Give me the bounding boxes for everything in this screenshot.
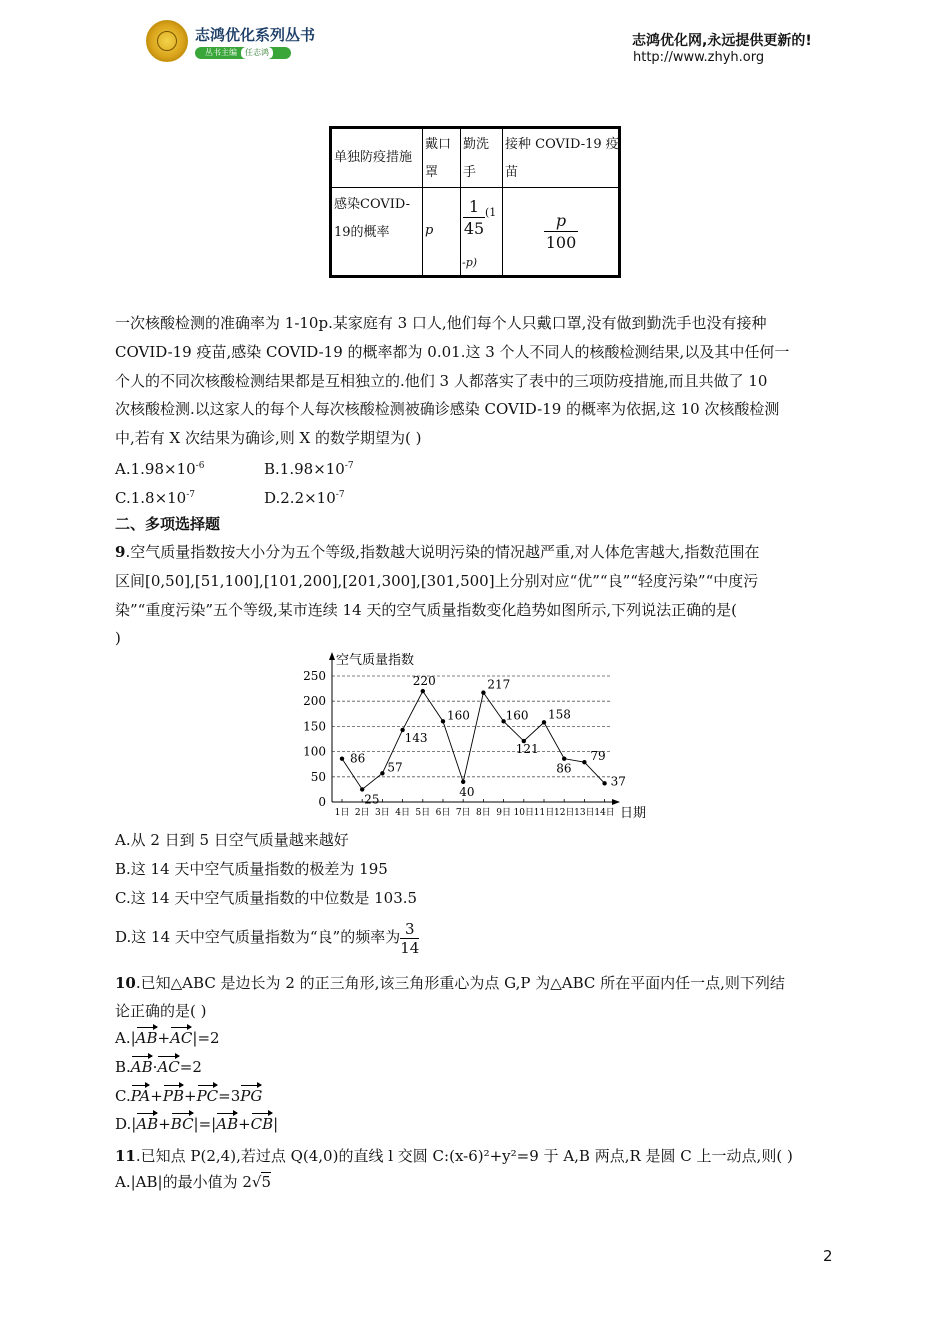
q9-option-c[interactable]: C.这 14 天中空气质量指数的中位数是 103.5 <box>115 889 418 907</box>
q10-option-a[interactable]: A.|AB+AC|=2 <box>115 1024 220 1048</box>
table-cell-mask-prob: p <box>425 223 434 238</box>
x-tick-label: 13日 <box>574 808 595 818</box>
data-point <box>582 760 586 764</box>
editor-name: 任志鸿 <box>241 47 273 59</box>
data-point <box>380 771 384 775</box>
data-point <box>562 756 566 760</box>
x-tick-label: 8日 <box>476 808 491 818</box>
table-cell-handwash-tail2: -p) <box>462 256 478 269</box>
y-tick-label: 250 <box>303 669 326 683</box>
sqrt-symbol: √ <box>251 1173 262 1191</box>
prevention-table <box>329 126 621 278</box>
x-axis-arrow <box>612 799 620 805</box>
y-tick-label: 50 <box>310 769 326 784</box>
x-tick-label: 14日 <box>594 808 615 818</box>
q10-line2: 论正确的是( ) <box>115 1002 207 1020</box>
y-tick-label: 150 <box>303 719 326 734</box>
fraction-denominator: 45 <box>463 219 485 238</box>
q9-line3: 染”“重度污染”五个等级,某市连续 14 天的空气质量指数变化趋势如图所示,下列说法正确的是( <box>115 601 738 619</box>
table-cell-handwash-tail1: (1 <box>485 206 497 219</box>
x-tick-label: 9日 <box>496 808 511 818</box>
x-tick-label: 2日 <box>354 808 370 818</box>
editor-label: 丛书主编 <box>205 48 237 57</box>
q8-option-b[interactable]: $B.1.98\times 10^{-7}$ <box>264 460 354 478</box>
data-label: 160 <box>447 708 470 723</box>
fraction-denominator: 100 <box>545 233 577 252</box>
fraction-numerator: p <box>555 211 567 230</box>
q9-line1: 9.空气质量指数按大小分为五个等级,指数越大说明污染的情况越严重,对人体危害越大,指数范围在 <box>115 543 760 561</box>
data-point <box>481 690 485 694</box>
q8-option-d[interactable]: $D.2.2\times 10^{-7}$ <box>264 489 345 507</box>
q10-option-b[interactable]: B.AB·AC=2 <box>115 1053 202 1077</box>
q8-line5: 中,若有 X 次结果为确诊,则 X 的数学期望为( ) <box>115 429 422 447</box>
data-point <box>602 781 606 785</box>
q11-line1: 11.已知点 P(2,4),若过点 Q(4,0)的直线 l 交圆 C:(x-6)²+y²=9 于 A,B 两点,R 是圆 C 上一动点,则( ) <box>115 1147 793 1165</box>
x-tick-label: 5日 <box>415 808 431 818</box>
q8-option-a[interactable]: $A.1.98\times 10^{-6}$ <box>115 460 205 478</box>
q8-option-c[interactable]: $C.1.8\times 10^{-7}$ <box>115 489 196 507</box>
data-point <box>340 756 344 760</box>
q10-line1: 10.已知△ABC 是边长为 2 的正三角形,该三角形重心为点 G,P 为△ABC 所在平面内任一点,则下列结 <box>115 974 785 992</box>
x-tick-label: 3日 <box>375 808 390 818</box>
q11-option-a[interactable]: A.|AB|的最小值为 2√5 <box>115 1173 271 1191</box>
table-header-vaccine: 接种 COVID-19 疫苗 <box>505 137 619 180</box>
data-point <box>461 780 465 784</box>
x-tick-label: 7日 <box>455 808 471 818</box>
y-tick-label: 0 <box>318 795 326 809</box>
x-tick-label: 12日 <box>553 808 575 818</box>
data-point <box>421 689 425 693</box>
table-cell-vaccine-fraction <box>544 211 578 252</box>
q8-line2: COVID-19 疫苗,感染 COVID-19 的概率都为 0.01.这 3 个人不同人的核酸检测结果,以及其中任何一 <box>115 343 790 361</box>
y-axis-arrow <box>329 652 335 660</box>
q8-line1: 一次核酸检测的准确率为 1-10p.某家庭有 3 口人,他们每个人只戴口罩,没有做到勤洗手也没有接种 <box>115 314 767 332</box>
header-slogan: 志鸿优化网,永远提供更新的! <box>632 33 812 49</box>
publisher-logo <box>146 20 188 62</box>
data-point <box>360 787 364 791</box>
data-label: 40 <box>459 784 475 799</box>
y-tick-label: 200 <box>303 694 326 709</box>
section-heading-multiple-choice: 二、多项选择题 <box>115 515 221 533</box>
series-title: 志鸿优化系列丛书 <box>195 26 316 44</box>
data-label: 86 <box>350 751 366 766</box>
table-cell-handwash-fraction <box>463 197 485 238</box>
x-tick-label: 4日 <box>395 808 410 818</box>
data-label: 158 <box>548 707 571 722</box>
q8-line4: 次核酸检测.以这家人的每个人每次核酸检测被确诊感染 COVID-19 的概率为依据,这 10 次核酸检测 <box>115 400 780 418</box>
option-d-fraction: $\frac{3}{14}$ <box>400 919 420 957</box>
q9-line2: 区间[0,50],[51,100],[101,200],[201,300],[301,500]上分别对应“优”“良”“轻度污染”“中度污 <box>115 572 759 590</box>
data-label: 220 <box>412 674 436 689</box>
data-label: 86 <box>556 761 572 776</box>
data-label: 143 <box>404 730 428 745</box>
q9-option-b[interactable]: B.这 14 天中空气质量指数的极差为 195 <box>115 860 388 878</box>
data-label: 217 <box>487 677 511 692</box>
q9-line4: ) <box>115 629 121 647</box>
y-tick-label: 100 <box>303 744 326 759</box>
header-url[interactable]: http://www.zhyh.org <box>633 50 765 65</box>
data-label: 57 <box>387 760 403 775</box>
data-label: 25 <box>364 792 380 807</box>
x-tick-label: 1日 <box>334 808 350 818</box>
data-label: 121 <box>515 742 539 757</box>
table-row-infection-label: 感染COVID-19的概率 <box>334 197 410 240</box>
x-tick-label: 6日 <box>435 808 451 818</box>
editor-badge <box>195 47 291 59</box>
table-header-measure: 单独防疫措施 <box>334 150 413 165</box>
q10-option-c[interactable]: C.PA+PB+PC=3PG <box>115 1082 262 1106</box>
q8-line3: 个人的不同次核酸检测结果都是互相独立的.他们 3 人都落实了表中的三项防疫措施,而且共做了 10 <box>115 372 768 390</box>
data-label: 37 <box>610 774 626 789</box>
data-label: 160 <box>505 708 529 723</box>
data-point <box>542 720 546 724</box>
fraction-numerator: 1 <box>468 197 480 216</box>
data-point <box>441 719 445 723</box>
table-header-handwash: 勤洗手 <box>463 137 490 180</box>
page-number: 2 <box>823 1247 833 1265</box>
table-header-mask: 戴口罩 <box>425 137 452 180</box>
q9-option-d[interactable]: D.这 14 天中空气质量指数为“良”的频率为 $\frac{3}{14}$ <box>115 919 420 957</box>
x-tick-label: 10日 <box>513 808 535 818</box>
q10-option-d[interactable]: D.|AB+BC|=|AB+CB| <box>115 1110 278 1134</box>
x-axis-title: 日期 <box>620 806 647 821</box>
x-tick-label: 11日 <box>533 808 555 818</box>
q9-option-a[interactable]: A.从 2 日到 5 日空气质量越来越好 <box>115 831 349 849</box>
data-label: 79 <box>590 749 606 764</box>
y-axis-title: 空气质量指数 <box>336 653 415 668</box>
aqi-line-chart <box>300 648 660 824</box>
